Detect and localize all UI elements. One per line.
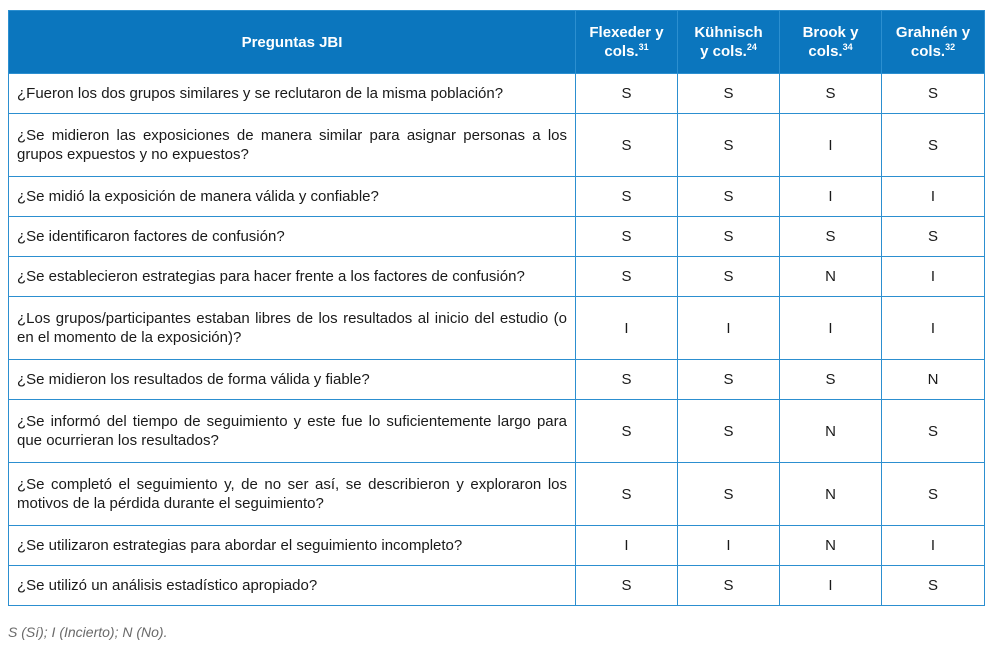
answer-cell: N xyxy=(882,360,985,400)
header-study-grahnen xyxy=(882,11,985,74)
answer-cell: N xyxy=(780,463,882,526)
answer-cell: S xyxy=(576,257,678,297)
table-row xyxy=(9,463,985,526)
answer-cell: I xyxy=(780,114,882,177)
table-row xyxy=(9,114,985,177)
header-study-ref: 31 xyxy=(638,42,649,52)
answer-cell: S xyxy=(882,217,985,257)
header-study-name: Flexeder y xyxy=(589,24,664,41)
table-footnote: S (Sí); I (Incierto); N (No). xyxy=(8,624,168,640)
answer-cell: S xyxy=(576,463,678,526)
answer-cell: S xyxy=(882,74,985,114)
answer-cell: I xyxy=(882,257,985,297)
question-cell: ¿Se establecieron estrategias para hacer frente a los factores de confusión? xyxy=(9,257,576,297)
answer-cell: S xyxy=(678,217,780,257)
header-study-name: Grahnén y xyxy=(895,24,971,41)
table-row xyxy=(9,360,985,400)
table-row xyxy=(9,297,985,360)
header-study-ref: 24 xyxy=(746,42,757,52)
answer-cell: I xyxy=(882,526,985,566)
answer-cell: S xyxy=(780,360,882,400)
answer-cell: I xyxy=(882,297,985,360)
header-study-kuhnisch xyxy=(678,11,780,74)
question-cell: ¿Se midieron los resultados de forma válida y fiable? xyxy=(9,360,576,400)
answer-cell: S xyxy=(882,566,985,606)
answer-cell: S xyxy=(576,400,678,463)
answer-cell: S xyxy=(780,217,882,257)
answer-cell: S xyxy=(678,74,780,114)
answer-cell: S xyxy=(882,463,985,526)
table-row xyxy=(9,566,985,606)
header-study-suffix: cols. xyxy=(604,43,639,60)
answer-cell: S xyxy=(576,74,678,114)
question-cell: ¿Se midió la exposición de manera válida y confiable? xyxy=(9,177,576,217)
header-study-suffix: cols. xyxy=(910,43,946,60)
header-study-suffix: y cols. xyxy=(700,43,747,60)
question-cell: ¿Se utilizó un análisis estadístico apropiado? xyxy=(9,566,576,606)
answer-cell: S xyxy=(678,463,780,526)
answer-cell: S xyxy=(678,360,780,400)
answer-cell: I xyxy=(576,297,678,360)
header-questions: Preguntas JBI xyxy=(9,11,576,74)
question-cell: ¿Se identificaron factores de confusión? xyxy=(9,217,576,257)
answer-cell: S xyxy=(678,257,780,297)
table-row xyxy=(9,526,985,566)
question-cell: ¿Fueron los dos grupos similares y se reclutaron de la misma población? xyxy=(9,74,576,114)
question-cell: ¿Los grupos/participantes estaban libres de los resultados al inicio del estudio (o en el momento de la exposición)? xyxy=(9,297,576,360)
answer-cell: I xyxy=(780,177,882,217)
answer-cell: I xyxy=(882,177,985,217)
answer-cell: I xyxy=(678,526,780,566)
answer-cell: S xyxy=(882,400,985,463)
header-study-name: Kühnisch xyxy=(694,24,763,41)
answer-cell: S xyxy=(678,114,780,177)
header-study-name: Brook y xyxy=(802,24,859,41)
question-cell: ¿Se midieron las exposiciones de manera similar para asignar personas a los grupos expuestos y no expuestos? xyxy=(9,114,576,177)
jbi-assessment-table xyxy=(8,10,985,606)
answer-cell: S xyxy=(882,114,985,177)
answer-cell: N xyxy=(780,400,882,463)
answer-cell: S xyxy=(576,114,678,177)
answer-cell: I xyxy=(780,566,882,606)
header-study-brook xyxy=(780,11,882,74)
answer-cell: I xyxy=(678,297,780,360)
answer-cell: S xyxy=(780,74,882,114)
answer-cell: N xyxy=(780,526,882,566)
answer-cell: S xyxy=(576,217,678,257)
table-row xyxy=(9,400,985,463)
answer-cell: S xyxy=(678,177,780,217)
answer-cell: S xyxy=(678,400,780,463)
answer-cell: I xyxy=(576,526,678,566)
answer-cell: N xyxy=(780,257,882,297)
header-study-suffix: cols. xyxy=(808,43,843,60)
header-study-ref: 34 xyxy=(842,42,853,52)
table-row xyxy=(9,257,985,297)
header-study-flexeder xyxy=(576,11,678,74)
question-cell: ¿Se completó el seguimiento y, de no ser así, se describieron y exploraron los motivos de la pérdida durante el seguimiento? xyxy=(9,463,576,526)
answer-cell: I xyxy=(780,297,882,360)
table-row xyxy=(9,74,985,114)
answer-cell: S xyxy=(576,566,678,606)
answer-cell: S xyxy=(576,360,678,400)
answer-cell: S xyxy=(576,177,678,217)
answer-cell: S xyxy=(678,566,780,606)
question-cell: ¿Se informó del tiempo de seguimiento y este fue lo suficientemente largo para que ocurrieran los resultados? xyxy=(9,400,576,463)
table-row xyxy=(9,177,985,217)
header-study-ref: 32 xyxy=(945,42,956,52)
question-cell: ¿Se utilizaron estrategias para abordar el seguimiento incompleto? xyxy=(9,526,576,566)
table-row xyxy=(9,217,985,257)
table-header-row xyxy=(9,11,985,74)
